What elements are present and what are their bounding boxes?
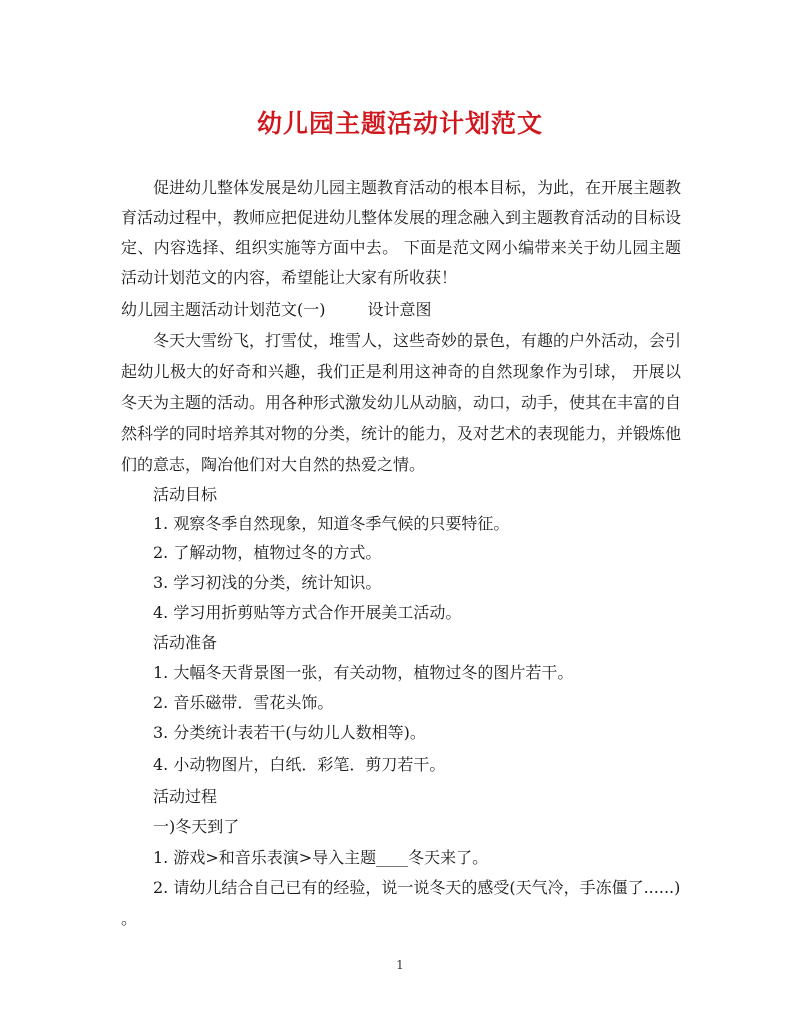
- goal-item: 1. 观察冬季自然现象，知道冬季气候的只要特征。: [153, 514, 510, 533]
- section-heading: 幼儿园主题活动计划范文(一): [121, 300, 326, 319]
- process-heading: 活动过程: [153, 787, 218, 806]
- goal-item: 2. 了解动物，植物过冬的方式。: [153, 543, 382, 562]
- process-item: 一)冬天到了: [153, 817, 240, 836]
- prep-item: 2. 音乐磁带．雪花头饰。: [153, 693, 334, 712]
- prep-item: 1. 大幅冬天背景图一张，有关动物，植物过冬的图片若干。: [153, 663, 574, 682]
- goal-item: 4. 学习用折剪贴等方式合作开展美工活动。: [153, 603, 462, 622]
- page-number: 1: [396, 958, 404, 972]
- section-heading-line: [121, 295, 432, 325]
- intro-paragraph: 促进幼儿整体发展是幼儿园主题教育活动的根本目标，为此，在开展主题教育活动过程中，教师应把促进幼儿整体发展的理念融入到主题教育活动的目标设定、内容选择、组织实施等方面中去。 下面是范文网小编带来关于幼儿园主题活动计划范文的内容，希望能让大家有所收获！: [121, 178, 682, 287]
- prep-heading: 活动准备: [153, 633, 218, 652]
- goals-heading: 活动目标: [153, 485, 218, 504]
- design-paragraph: 冬天大雪纷飞，打雪仗，堆雪人，这些奇妙的景色，有趣的户外活动，会引起幼儿极大的好奇和兴趣，我们正是利用这神奇的自然现象作为引球， 开展以冬天为主题的活动。用各种形式激发幼儿从动脑，动口，动手，使其在丰富的自然科学的同时培养其对物的分类，统计的能力，及对艺术的表现能力，并锻炼他们的意志，陶冶他们对大自然的热爱之情。: [121, 331, 682, 474]
- trailing-punctuation: 。: [121, 909, 138, 928]
- process-item: 1. 游戏>和音乐表演>导入主题____冬天来了。: [153, 848, 489, 867]
- prep-item: 3. 分类统计表若干(与幼儿人数相等)。: [153, 723, 426, 742]
- goal-item: 3. 学习初浅的分类，统计知识。: [153, 573, 382, 592]
- document-title: 幼儿园主题活动计划范文: [256, 109, 543, 138]
- prep-item: 4. 小动物图片，白纸．彩笔．剪刀若干。: [153, 755, 446, 774]
- design-heading: 设计意图: [367, 300, 432, 319]
- process-item: 2. 请幼儿结合自己已有的经验，说一说冬天的感受(天气冷，手冻僵了......): [153, 878, 681, 897]
